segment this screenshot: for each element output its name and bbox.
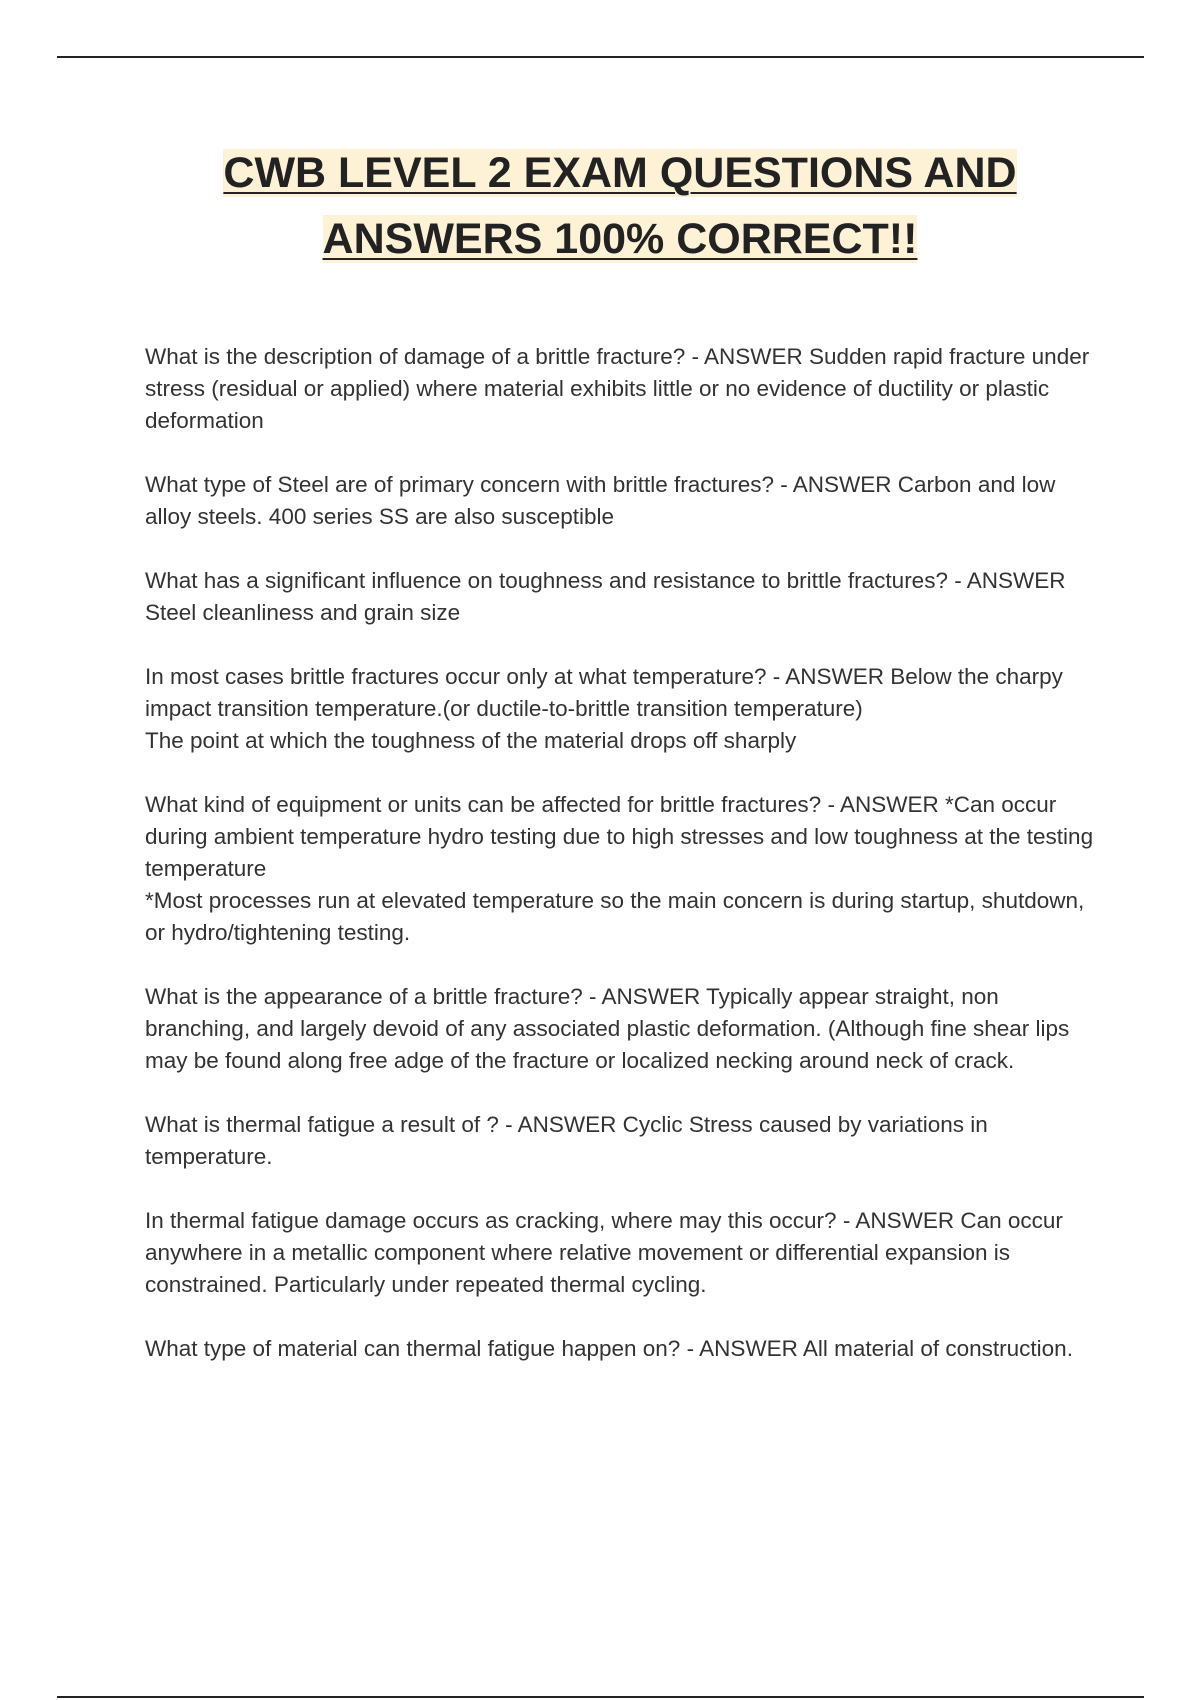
qa-item: What has a significant influence on toughness and resistance to brittle fractures? - ANSWER Steel cleanliness and grain size [145, 568, 1066, 625]
qa-item: In most cases brittle fractures occur only at what temperature? - ANSWER Below the charpy impact transition temperature.(or ductile-to-brittle transition temperature) The point at which the toughness of the material drops off sharply [145, 664, 1063, 753]
qa-item: What is the description of damage of a brittle fracture? - ANSWER Sudden rapid fracture under stress (residual or applied) where material exhibits little or no evidence of ductility or plastic deformation [145, 344, 1090, 433]
title-line-2: ANSWERS 100% CORRECT!! [322, 215, 918, 263]
footer-rule [57, 1696, 1144, 1698]
qa-list [145, 341, 1095, 1397]
document-title [60, 140, 1180, 272]
qa-item: What kind of equipment or units can be affected for brittle fractures? - ANSWER *Can occur during ambient temperature hydro testing due to high stresses and low toughness at the testing temperature *Most processes run at elevated temperature so the main concern is during startup, shutdown, or hydro/tightening testing. [145, 792, 1094, 945]
qa-item: What is thermal fatigue a result of ? - ANSWER Cyclic Stress caused by variations in temperature. [145, 1112, 988, 1169]
qa-item: What is the appearance of a brittle fracture? - ANSWER Typically appear straight, non branching, and largely devoid of any associated plastic deformation. (Although fine shear lips may be found along free adge of the fracture or localized necking around neck of crack. [145, 984, 1070, 1073]
header-rule [57, 56, 1144, 58]
title-line-1: CWB LEVEL 2 EXAM QUESTIONS AND [223, 149, 1017, 197]
qa-item: What type of Steel are of primary concern with brittle fractures? - ANSWER Carbon and low alloy steels. 400 series SS are also susceptible [145, 472, 1056, 529]
qa-item: What type of material can thermal fatigue happen on? - ANSWER All material of construction. [145, 1336, 1073, 1361]
qa-item: In thermal fatigue damage occurs as cracking, where may this occur? - ANSWER Can occur anywhere in a metallic component where relative movement or differential expansion is constrained. Particularly under repeated thermal cycling. [145, 1208, 1063, 1297]
